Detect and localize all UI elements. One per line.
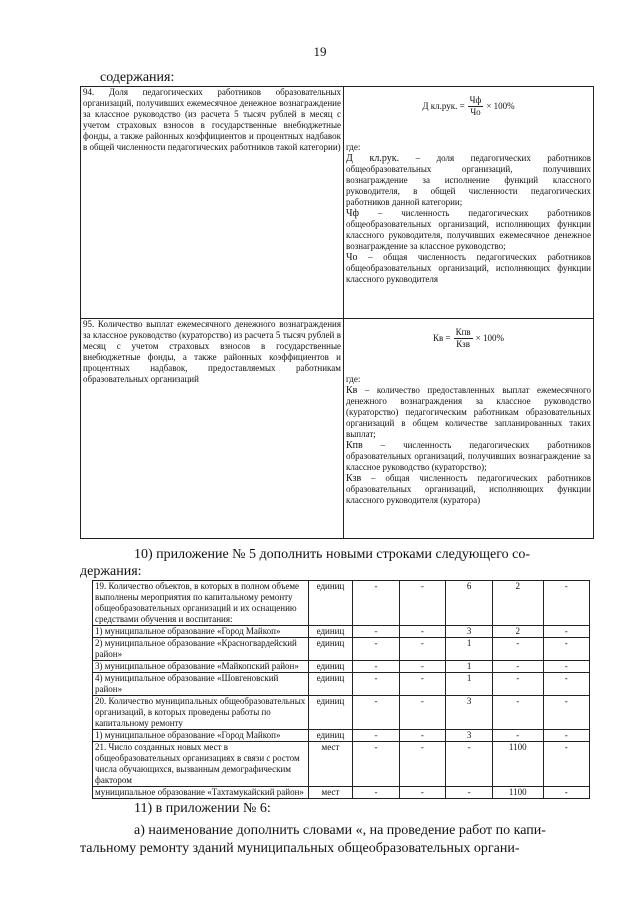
- denominator: Чо: [470, 107, 481, 117]
- table-row: [93, 581, 590, 626]
- item-11a-line-2: тальному ремонту зданий муниципальных общеобразовательных органи-: [80, 841, 520, 856]
- value-cell: -: [399, 626, 445, 638]
- value-cell: -: [353, 626, 399, 638]
- value-cell: -: [446, 787, 493, 799]
- indicator-name: 1) муниципальное образование «Город Майкоп»: [93, 626, 309, 638]
- value-cell: -: [543, 638, 590, 661]
- value-cell: -: [543, 673, 590, 696]
- indicator-name: 3) муниципальное образование «Майкопский район»: [93, 661, 309, 673]
- table-row: [93, 638, 590, 661]
- item-11-line: 11) в приложении № 6:: [134, 801, 271, 816]
- where-label: где:: [346, 142, 361, 152]
- indicator-name: муниципальное образование «Тахтамукайский район»: [93, 787, 309, 799]
- value-cell: -: [399, 742, 445, 787]
- formula-tail: × 100%: [486, 101, 515, 111]
- row-94-description: 94. Доля педагогических работников образовательных организаций, получивших ежемесячное денежное вознаграждение за классное руководство (из расчета 5 тысяч рублей в месяц с учетом страховых взносов в государственные внебюджетные фонды, а также районных коэффициентов и процентных надбавок в общей численности педагогических работников такой категории): [81, 87, 344, 319]
- value-cell: 1100: [493, 787, 543, 799]
- value-cell: -: [543, 742, 590, 787]
- value-cell: -: [399, 638, 445, 661]
- value-cell: 1: [446, 638, 493, 661]
- value-cell: 1100: [493, 742, 543, 787]
- definition: Кзв – общая численность педагогических работников образовательных организаций, исполняющих функции классного руководителя (куратора): [346, 473, 591, 505]
- value-cell: -: [353, 696, 399, 730]
- row-95-formula-cell: [344, 319, 594, 539]
- definition: Чф – численность педагогических работников общеобразовательных организаций, исполняющих функции классного руководителя, получивших ежемесячное денежное вознаграждение за классное руководство;: [346, 208, 591, 251]
- value-cell: 3: [446, 696, 493, 730]
- item-10-line-2: держания:: [80, 564, 142, 579]
- unit-cell: единиц: [308, 638, 353, 661]
- value-cell: -: [446, 742, 493, 787]
- value-cell: 2: [493, 581, 543, 626]
- table-row: [93, 661, 590, 673]
- value-cell: -: [399, 730, 445, 742]
- item-10: [80, 546, 592, 580]
- table-row: [93, 730, 590, 742]
- value-cell: 1: [446, 661, 493, 673]
- value-cell: -: [543, 661, 590, 673]
- definition: Кв – количество предоставленных выплат ежемесячного денежного вознаграждения за классное руководство (кураторство) педагогическим работникам образовательных организаций в общем количестве запланированных таких выплат;: [346, 385, 591, 439]
- indicator-name: 2) муниципальное образование «Красногвардейский район»: [93, 638, 309, 661]
- definition: Кпв – численность педагогических работников образовательных организаций, получивших вознаграждение за классное руководство (кураторство);: [346, 440, 591, 472]
- lead-text: содержания:: [100, 70, 175, 85]
- page-number: 19: [313, 44, 327, 59]
- table-row: [93, 673, 590, 696]
- table-row: [93, 787, 590, 799]
- numerator: Кпв: [455, 327, 471, 337]
- value-cell: -: [543, 787, 590, 799]
- indicator-name: 20. Количество муниципальных общеобразовательных организаций, в которых проведены работы по капитальному ремонту: [93, 696, 309, 730]
- formula: [346, 95, 591, 118]
- unit-cell: единиц: [308, 581, 353, 626]
- value-cell: 6: [446, 581, 493, 626]
- formula: [346, 327, 591, 350]
- item-11a: [80, 822, 592, 858]
- fraction: [468, 95, 484, 118]
- value-cell: 3: [446, 626, 493, 638]
- item-11a-line-1: а) наименование дополнить словами «, на проведение работ по капи-: [134, 823, 546, 838]
- unit-cell: мест: [308, 742, 353, 787]
- indicator-name: 4) муниципальное образование «Шовгеновский район»: [93, 673, 309, 696]
- definition: Чо – общая численность педагогических работников общеобразовательных организаций, исполняющих функции классного руководителя: [346, 252, 591, 284]
- indicator-name: 19. Количество объектов, в которых в полном объеме выполнены мероприятия по капитальному ремонту общеобразовательных организаций и их оснащению средствами обучения и воспитания:: [93, 581, 309, 626]
- value-cell: -: [543, 581, 590, 626]
- indicator-name: 21. Число созданных новых мест в общеобразовательных организациях в связи с ростом числа обучающихся, вызванным демографическим фактором: [93, 742, 309, 787]
- where-label: где:: [346, 374, 361, 384]
- value-cell: -: [399, 661, 445, 673]
- value-cell: -: [353, 661, 399, 673]
- value-cell: -: [493, 673, 543, 696]
- unit-cell: единиц: [308, 696, 353, 730]
- denominator: Кзв: [456, 339, 470, 349]
- unit-cell: единиц: [308, 673, 353, 696]
- item-10-line-1: 10) приложение № 5 дополнить новыми строками следующего со-: [134, 547, 531, 562]
- row-95-description: 95. Количество выплат ежемесячного денежного вознаграждения за классное руководство (кураторство) из расчета 5 тысяч рублей в месяц с учетом страховых взносов в государственные внебюджетные фонды, а также районных коэффициентов и процентных надбавок, предоставляемых работникам образовательных организаций: [81, 319, 344, 539]
- item-11: [80, 800, 592, 818]
- table-row: [93, 742, 590, 787]
- value-cell: 3: [446, 730, 493, 742]
- value-cell: -: [493, 696, 543, 730]
- formula-tail: × 100%: [475, 333, 504, 343]
- value-cell: -: [543, 730, 590, 742]
- value-cell: -: [493, 661, 543, 673]
- value-cell: -: [543, 626, 590, 638]
- table-row: [81, 319, 594, 539]
- formula-lhs: Д кл.рук. =: [422, 101, 465, 111]
- value-cell: -: [353, 742, 399, 787]
- appendix-5-table: [92, 580, 590, 799]
- indicator-name: 1) муниципальное образование «Город Майкоп»: [93, 730, 309, 742]
- value-cell: -: [399, 581, 445, 626]
- value-cell: -: [399, 787, 445, 799]
- value-cell: -: [399, 696, 445, 730]
- row-94-formula-cell: [344, 87, 594, 319]
- value-cell: -: [353, 673, 399, 696]
- numerator: Чф: [469, 95, 482, 105]
- formula-lhs: Кв =: [433, 333, 451, 343]
- value-cell: -: [399, 673, 445, 696]
- indicators-table: [80, 86, 594, 539]
- unit-cell: мест: [308, 787, 353, 799]
- value-cell: -: [353, 787, 399, 799]
- value-cell: 1: [446, 673, 493, 696]
- fraction: [454, 327, 473, 350]
- unit-cell: единиц: [308, 661, 353, 673]
- value-cell: -: [493, 638, 543, 661]
- unit-cell: единиц: [308, 730, 353, 742]
- value-cell: -: [353, 638, 399, 661]
- value-cell: -: [543, 696, 590, 730]
- value-cell: -: [353, 730, 399, 742]
- table-row: [93, 696, 590, 730]
- table-row: [93, 626, 590, 638]
- value-cell: -: [493, 730, 543, 742]
- value-cell: -: [353, 581, 399, 626]
- table-row: [81, 87, 594, 319]
- unit-cell: единиц: [308, 626, 353, 638]
- value-cell: 2: [493, 626, 543, 638]
- definition: Д кл.рук. – доля педагогических работников общеобразовательных организаций, получивших вознаграждение за исполнение функций классного руководителя, в общей численности педагогических работников данной категории;: [346, 153, 591, 207]
